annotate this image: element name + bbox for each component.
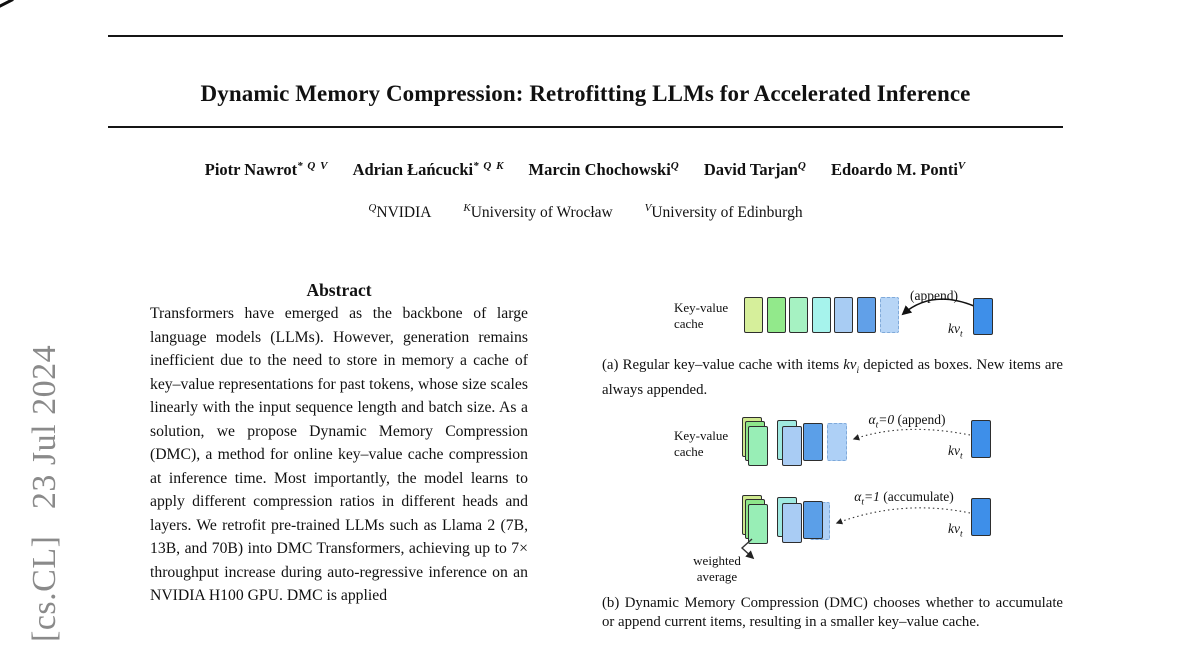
page-corner-mark [0,0,14,9]
author-1: Piotr Nawrot$^{* Q V}$ [204,160,329,179]
fig-a-cache-box [744,297,763,333]
affiliation-3: $^V$University of Edinburgh [644,202,803,221]
fig-b-blue-stack-box [782,503,802,543]
figure-a-caption: (a) Regular key–value cache with items $kv_i$ depicted as boxes. New items are always appended. [602,357,1063,399]
author-4: David Tarjan$^Q$ [703,160,807,179]
figure-b [602,407,1063,594]
fig-a-kv-label: $kv_t$ [948,321,963,340]
paper-title: Dynamic Memory Compression: Retrofitting LLMs for Accelerated Inference [200,81,971,107]
author-5: Edoardo M. Ponti$^V$ [830,160,967,179]
fig-b-green-stack-box [748,504,768,544]
fig-a-append-label: (append) [910,288,958,303]
fig-b-row2-kv-label: $kv_t$ [948,521,963,540]
fig-a-cache-box [812,297,831,333]
affiliation-2: $^K$University of Wrocław [463,202,613,221]
arxiv-stamp: [cs.CL] 23 Jul 2024 [26,344,63,642]
figure-a [602,285,1063,356]
fig-a-cache-label: Key-value cache [674,300,729,331]
fig-b-row1-kv-label: $kv_t$ [948,443,963,462]
authors-line [108,160,1063,180]
abstract-text: Transformers have emerged as the backbone of large language models (LLMs). However, generation remains inefficient due to the need to store in memory a cache of key–value representations for past tokens, whose size scales linearly with the input sequence length and batch size. As a solution, we propose Dynamic Memory Compression (DMC), a method for online key–value cache compression at inference time. Most importantly, the model learns to apply different compression ratios in different heads and layers. We retrofit pre-trained LLMs such as Llama 2 (7B, 13B, and 70B) into DMC Transformers, achieving up to 7× throughput increase during auto-regressive inference on an NVIDIA H100 GPU. DMC is applied [150,305,528,604]
title-rule-bottom [108,126,1063,128]
figure-column [602,285,1063,665]
author-2: Adrian Łańcucki$^{* Q K}$ [352,160,505,179]
fig-b-row2-kv-box [971,498,991,536]
fig-a-cache-box [767,297,786,333]
fig-a-cache-box [857,297,876,333]
affiliation-1: $^Q$NVIDIA [368,202,432,221]
fig-b-row1-alpha-label: $\alpha_t=0$ (append) [868,412,946,431]
figure-b-caption: (b) Dynamic Memory Compression (DMC) chooses whether to accumulate or append current items, resulting in a smaller key–value cache. [602,595,1063,631]
fig-a-cache-box [834,297,853,333]
author-3: Marcin Chochowski$^Q$ [528,160,680,179]
fig-a-dashed-slot [880,297,899,333]
fig-b-weighted-average-label: weighted average [693,553,741,584]
fig-a-cache-box [789,297,808,333]
fig-b-cache-label: Key-value cache [674,428,729,459]
fig-a-kv-box [973,298,993,335]
affiliations-line [108,202,1063,222]
abstract-heading: Abstract [306,280,372,300]
fig-b-row2-alpha-label: $\alpha_t=1$ (accumulate) [854,489,954,508]
fig-b-accumulate-box [803,501,823,539]
title-rule-top [108,35,1063,37]
